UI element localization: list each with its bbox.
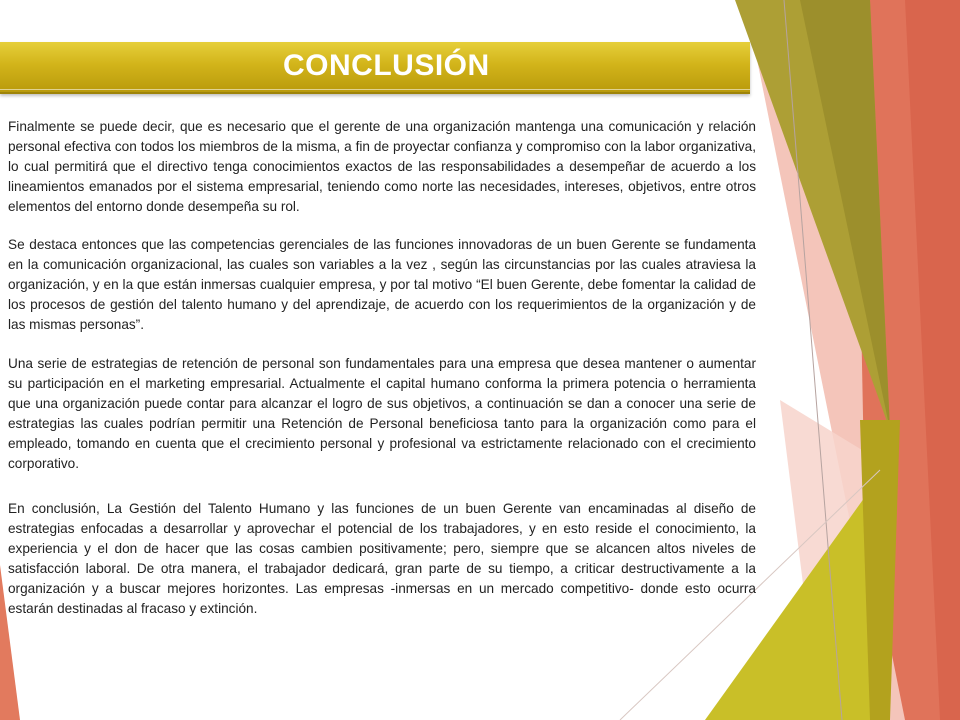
conclusion-body: [8, 117, 756, 637]
slide-title: CONCLUSIÓN: [283, 49, 490, 82]
paragraph-4: En conclusión, La Gestión del Talento Humano y las funciones de un buen Gerente van encaminadas al diseño de estrategias enfocadas a desarrollar y aprovechar el potencial de los trabajadores, y en esto reside el conocimiento, la experiencia y el don de hacer que las cosas cambien positivamente; pero, siempre que se alcancen altos niveles de satisfacción laboral. De otra manera, el trabajador dedicará, gran parte de su tiempo, a criticar destructivamente a la organización y a buscar mejores horizontes. Las empresas -inmersas en un mercado competitivo- donde esto ocurra estarán destinadas al fracaso y extinción.: [8, 501, 756, 616]
title-banner: [0, 42, 750, 94]
paragraph-3: Una serie de estrategias de retención de personal son fundamentales para una empresa que desea mantener o aumentar su participación en el marketing empresarial. Actualmente el capital humano conforma la primera potencia o herramienta que una organización puede contar para alcanzar el logro de sus objetivos, a continuación se dan a conocer una serie de estrategias las cuales podrían permitir una Retención de Personal beneficiosa tanto para la organización como para el empleado, tomando en cuenta que el crecimiento personal y profesional va estrictamente relacionado con el crecimiento corporativo.: [8, 356, 756, 471]
paragraph-1: Finalmente se puede decir, que es necesario que el gerente de una organización mantenga una comunicación y relación personal efectiva con todos los miembros de la misma, a fin de proyectar confianza y compromiso con la labor organizativa, lo cual permitirá que el directivo tenga conocimientos exactos de las responsabilidades a desempeñar de acuerdo a los lineamientos emanados por el sistema empresarial, teniendo como norte las necesidades, intereses, objetivos, entre otros elementos del entorno donde desempeña su rol.: [8, 119, 756, 214]
paragraph-2: Se destaca entonces que las competencias gerenciales de las funciones innovadoras de un buen Gerente se fundamenta en la comunicación organizacional, las cuales son variables a la vez , según las circunstancias por las cuales atraviesa la organización, y en la que están inmersas cualquier empresa, y por tal motivo “El buen Gerente, debe fomentar la calidad de los procesos de gestión del talento humano y del aprendizaje, de acuerdo con los requerimientos de la organización y de las mismas personas”.: [8, 237, 756, 332]
